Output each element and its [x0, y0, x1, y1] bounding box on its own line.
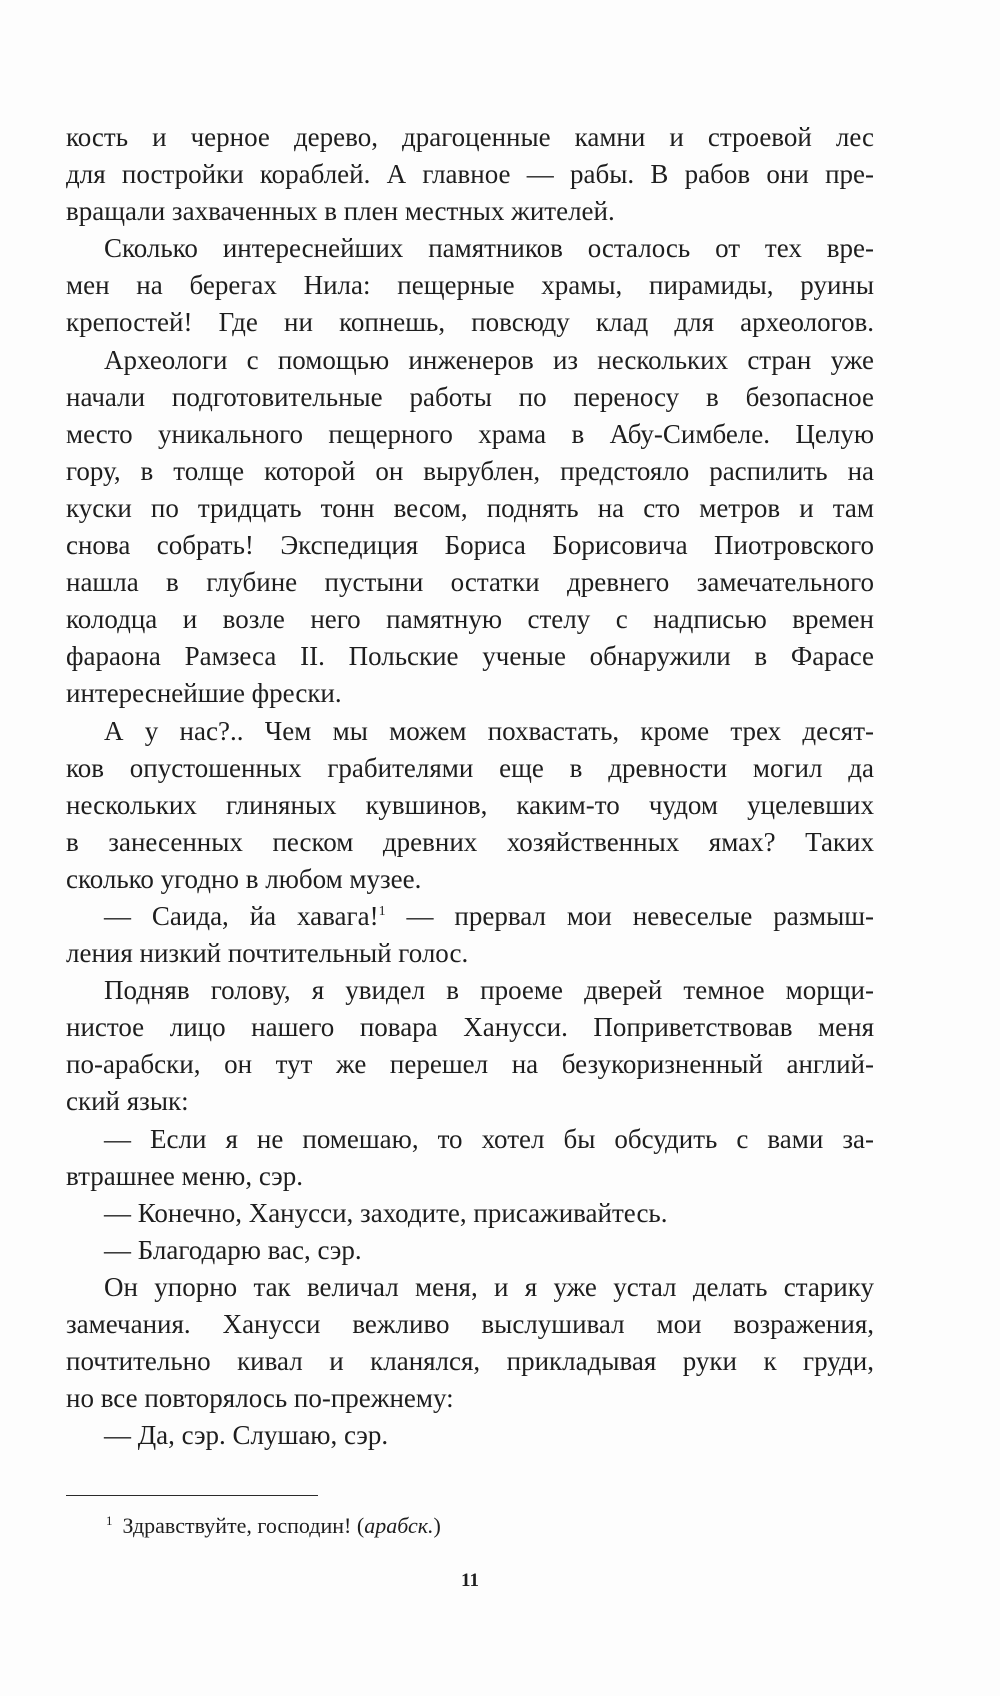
text-line: — Да, сэр. Слушаю, сэр. [104, 1420, 389, 1451]
text-line: ский язык: [66, 1086, 189, 1117]
text-line: нистое лицо нашего повара Ханусси. Поприветствовав меня [66, 1012, 874, 1043]
text-line: вращали захваченных в плен местных жителей. [66, 196, 615, 227]
text-line: нескольких глиняных кувшинов, каким-то чудом уцелевших [66, 789, 874, 820]
main-text [66, 119, 874, 1454]
page-number: 11 [461, 1570, 479, 1591]
text-line: колодца и возле него памятную стелу с надписью времен [66, 604, 874, 635]
text-line: мен на берегах Нила: пещерные храмы, пирамиды, руины [66, 270, 874, 301]
text-line: ления низкий почтительный голос. [66, 938, 469, 969]
text-line: куски по тридцать тонн весом, поднять на сто метров и там [66, 492, 874, 523]
text-line: — Благодарю вас, сэр. [104, 1234, 362, 1265]
footnote-divider [66, 1495, 318, 1496]
footnote [106, 1512, 441, 1540]
text-line: почтительно кивал и кланялся, прикладывая руки к груди, [66, 1346, 874, 1377]
text-line: крепостей! Где ни копнешь, повсюду клад для археологов. [66, 307, 874, 338]
text-line: Подняв голову, я увидел в проеме дверей темное морщи- [104, 975, 874, 1006]
text-line: интереснейшие фрески. [66, 678, 342, 709]
text-line: втрашнее меню, сэр. [66, 1160, 303, 1191]
text-line: Он упорно так величал меня, и я уже устал делать старику [104, 1271, 874, 1302]
text-line: Сколько интереснейших памятников осталось от тех вре- [104, 233, 874, 264]
text-line: кость и черное дерево, драгоценные камни и строевой лес [66, 122, 874, 152]
text-line: нашла в глубине пустыни остатки древнего замечательного [66, 567, 874, 598]
text-line: снова собрать! Экспедиция Бориса Борисовича Пиотровского [66, 530, 874, 561]
text-line: в занесенных песком древних хозяйственных ямах? Таких [66, 826, 874, 857]
text-line: ков опустошенных грабителями еще в древности могил да [66, 752, 874, 783]
text-line: — Конечно, Ханусси, заходите, присаживайтесь. [104, 1197, 668, 1228]
text-line-with-footnote [66, 898, 874, 935]
text-line: сколько угодно в любом музее. [66, 863, 422, 894]
text-line: А у нас?.. Чем мы можем похвастать, кроме трех десят- [104, 715, 874, 746]
text-line: Археологи с помощью инженеров из нескольких стран уже [104, 344, 874, 375]
dialogue-continuation: — прервал мои невеселые размыш- [385, 900, 874, 931]
text-line: но все повторялось по-прежнему: [66, 1383, 454, 1414]
footnote-reference[interactable]: 1 [378, 903, 386, 919]
text-line: для постройки кораблей. А главное — рабы. В рабов они пре- [66, 159, 874, 190]
text-line: по-арабски, он тут же перешел на безукоризненный англий- [66, 1049, 874, 1080]
footnote-text: Здравствуйте, господин! ( [122, 1513, 365, 1538]
text-line: замечания. Ханусси вежливо выслушивал мои возражения, [66, 1309, 874, 1339]
text-line: гору, в толще которой он вырублен, предстояло распилить на [66, 455, 874, 486]
text-line: — Если я не помешаю, то хотел бы обсудить с вами за- [104, 1123, 874, 1154]
footnote-italic: арабск. [364, 1513, 434, 1538]
text-line: начали подготовительные работы по переносу в безопасное [66, 381, 874, 412]
footnote-close: ) [433, 1513, 441, 1538]
text-line: место уникального пещерного храма в Абу-Симбеле. Целую [66, 418, 874, 449]
footnote-mark: 1 [106, 1512, 113, 1528]
text-line: фараона Рамзеса II. Польские ученые обнаружили в Фарасе [66, 641, 874, 672]
dialogue-quote: — Саида, йа хавага! [104, 900, 379, 931]
